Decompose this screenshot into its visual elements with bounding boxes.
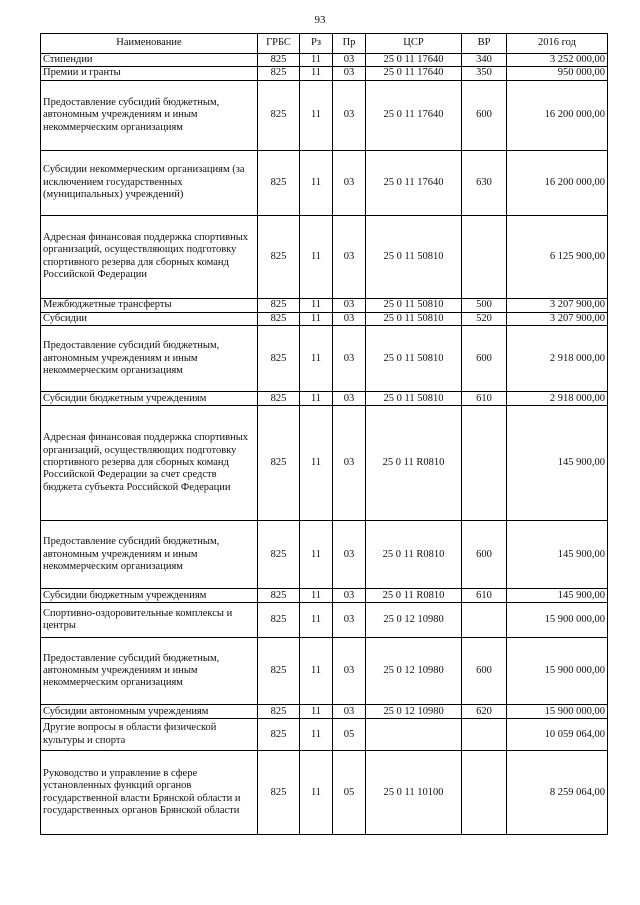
table-row <box>41 298 608 312</box>
row-rz: 11 <box>300 312 333 325</box>
row-pr: 03 <box>333 392 366 406</box>
row-amount: 145 900,00 <box>507 521 608 589</box>
row-csr: 25 0 11 50810 <box>366 298 462 312</box>
row-rz: 11 <box>300 67 333 80</box>
row-vr: 600 <box>462 638 507 705</box>
row-name: Предоставление субсидий бюджетным, автономным учреждениям и иным некоммерческим организациям <box>41 326 258 392</box>
row-grbs: 825 <box>258 326 300 392</box>
row-grbs: 825 <box>258 150 300 215</box>
row-rz: 11 <box>300 150 333 215</box>
row-vr: 600 <box>462 521 507 589</box>
table-row <box>41 638 608 705</box>
header-year: 2016 год <box>507 34 608 54</box>
row-vr <box>462 603 507 638</box>
row-csr: 25 0 12 10980 <box>366 603 462 638</box>
row-grbs: 825 <box>258 603 300 638</box>
row-rz: 11 <box>300 719 333 751</box>
row-name: Другие вопросы в области физической культуры и спорта <box>41 719 258 751</box>
row-amount: 15 900 000,00 <box>507 705 608 719</box>
row-pr: 03 <box>333 705 366 719</box>
row-pr: 03 <box>333 150 366 215</box>
row-csr: 25 0 11 17640 <box>366 54 462 67</box>
row-amount: 8 259 064,00 <box>507 751 608 835</box>
row-vr: 610 <box>462 392 507 406</box>
row-rz: 11 <box>300 392 333 406</box>
row-amount: 15 900 000,00 <box>507 638 608 705</box>
row-name: Руководство и управление в сфере установленных функций органов государственной власти Брянской области и государственных органов Брянской области <box>41 751 258 835</box>
row-name: Предоставление субсидий бюджетным, автономным учреждениям и иным некоммерческим организациям <box>41 521 258 589</box>
table-header-row <box>41 34 608 54</box>
row-vr <box>462 406 507 521</box>
row-name: Предоставление субсидий бюджетным, автономным учреждениям и иным некоммерческим организациям <box>41 80 258 150</box>
row-amount: 950 000,00 <box>507 67 608 80</box>
row-amount: 2 918 000,00 <box>507 392 608 406</box>
table-row <box>41 326 608 392</box>
row-csr: 25 0 12 10980 <box>366 638 462 705</box>
row-grbs: 825 <box>258 589 300 603</box>
row-name: Субсидии некоммерческим организациям (за исключением государственных (муниципальных) учреждений) <box>41 150 258 215</box>
row-rz: 11 <box>300 326 333 392</box>
row-grbs: 825 <box>258 67 300 80</box>
table-row <box>41 751 608 835</box>
table-row <box>41 150 608 215</box>
row-vr: 350 <box>462 67 507 80</box>
row-pr: 03 <box>333 589 366 603</box>
row-rz: 11 <box>300 638 333 705</box>
row-name: Адресная финансовая поддержка спортивных организаций, осуществляющих подготовку спортивного резерва для сборных команд Российской Федерации <box>41 215 258 298</box>
table-row <box>41 392 608 406</box>
row-grbs: 825 <box>258 298 300 312</box>
row-csr: 25 0 11 17640 <box>366 67 462 80</box>
row-amount: 3 207 900,00 <box>507 312 608 325</box>
row-rz: 11 <box>300 298 333 312</box>
row-rz: 11 <box>300 705 333 719</box>
table-row <box>41 312 608 325</box>
row-pr: 03 <box>333 521 366 589</box>
row-amount: 3 252 000,00 <box>507 54 608 67</box>
row-grbs: 825 <box>258 638 300 705</box>
row-pr: 03 <box>333 326 366 392</box>
table-row <box>41 589 608 603</box>
row-amount: 16 200 000,00 <box>507 80 608 150</box>
row-grbs: 825 <box>258 521 300 589</box>
row-pr: 05 <box>333 719 366 751</box>
row-name: Субсидии бюджетным учреждениям <box>41 589 258 603</box>
row-vr: 600 <box>462 326 507 392</box>
header-vr: ВР <box>462 34 507 54</box>
row-vr: 630 <box>462 150 507 215</box>
row-pr: 03 <box>333 298 366 312</box>
row-csr: 25 0 12 10980 <box>366 705 462 719</box>
row-pr: 03 <box>333 638 366 705</box>
row-name: Стипендии <box>41 54 258 67</box>
row-vr <box>462 215 507 298</box>
row-grbs: 825 <box>258 719 300 751</box>
row-amount: 16 200 000,00 <box>507 150 608 215</box>
row-amount: 6 125 900,00 <box>507 215 608 298</box>
row-pr: 03 <box>333 215 366 298</box>
row-name: Премии и гранты <box>41 67 258 80</box>
row-vr <box>462 719 507 751</box>
row-pr: 05 <box>333 751 366 835</box>
table-row <box>41 54 608 67</box>
row-vr: 340 <box>462 54 507 67</box>
row-csr: 25 0 11 50810 <box>366 392 462 406</box>
table-row <box>41 215 608 298</box>
row-pr: 03 <box>333 80 366 150</box>
header-grbs: ГРБС <box>258 34 300 54</box>
row-csr: 25 0 11 17640 <box>366 150 462 215</box>
row-vr: 600 <box>462 80 507 150</box>
row-grbs: 825 <box>258 751 300 835</box>
row-name: Предоставление субсидий бюджетным, автономным учреждениям и иным некоммерческим организациям <box>41 638 258 705</box>
budget-table <box>40 33 608 835</box>
row-pr: 03 <box>333 312 366 325</box>
row-vr: 610 <box>462 589 507 603</box>
row-grbs: 825 <box>258 406 300 521</box>
row-csr: 25 0 11 R0810 <box>366 589 462 603</box>
row-amount: 10 059 064,00 <box>507 719 608 751</box>
row-name: Субсидии автономным учреждениям <box>41 705 258 719</box>
row-amount: 3 207 900,00 <box>507 298 608 312</box>
row-csr <box>366 719 462 751</box>
row-csr: 25 0 11 17640 <box>366 80 462 150</box>
row-csr: 25 0 11 50810 <box>366 215 462 298</box>
header-csr: ЦСР <box>366 34 462 54</box>
row-amount: 15 900 000,00 <box>507 603 608 638</box>
table-row <box>41 521 608 589</box>
row-rz: 11 <box>300 521 333 589</box>
row-name: Спортивно-оздоровительные комплексы и центры <box>41 603 258 638</box>
table-row <box>41 603 608 638</box>
row-rz: 11 <box>300 603 333 638</box>
row-csr: 25 0 11 50810 <box>366 312 462 325</box>
row-amount: 145 900,00 <box>507 406 608 521</box>
row-grbs: 825 <box>258 312 300 325</box>
table-row <box>41 705 608 719</box>
table-row <box>41 719 608 751</box>
page-number: 93 <box>314 14 326 26</box>
row-csr: 25 0 11 R0810 <box>366 406 462 521</box>
row-pr: 03 <box>333 54 366 67</box>
row-grbs: 825 <box>258 215 300 298</box>
row-rz: 11 <box>300 80 333 150</box>
row-name: Субсидии бюджетным учреждениям <box>41 392 258 406</box>
row-grbs: 825 <box>258 392 300 406</box>
row-rz: 11 <box>300 589 333 603</box>
row-amount: 2 918 000,00 <box>507 326 608 392</box>
row-pr: 03 <box>333 603 366 638</box>
row-rz: 11 <box>300 406 333 521</box>
header-rz: Рз <box>300 34 333 54</box>
row-pr: 03 <box>333 406 366 521</box>
row-csr: 25 0 11 R0810 <box>366 521 462 589</box>
row-vr: 620 <box>462 705 507 719</box>
row-rz: 11 <box>300 751 333 835</box>
row-grbs: 825 <box>258 705 300 719</box>
row-vr: 500 <box>462 298 507 312</box>
header-pr: Пр <box>333 34 366 54</box>
row-amount: 145 900,00 <box>507 589 608 603</box>
table-row <box>41 80 608 150</box>
row-pr: 03 <box>333 67 366 80</box>
row-grbs: 825 <box>258 80 300 150</box>
row-csr: 25 0 11 10100 <box>366 751 462 835</box>
table-row <box>41 406 608 521</box>
row-rz: 11 <box>300 54 333 67</box>
header-name: Наименование <box>41 34 258 54</box>
row-name: Межбюджетные трансферты <box>41 298 258 312</box>
row-rz: 11 <box>300 215 333 298</box>
row-name: Субсидии <box>41 312 258 325</box>
row-vr <box>462 751 507 835</box>
row-csr: 25 0 11 50810 <box>366 326 462 392</box>
row-grbs: 825 <box>258 54 300 67</box>
row-vr: 520 <box>462 312 507 325</box>
table-row <box>41 67 608 80</box>
row-name: Адресная финансовая поддержка спортивных организаций, осуществляющих подготовку спортивного резерва для сборных команд Российской Федерации за счет средств бюджета субъекта Российской Федерации <box>41 406 258 521</box>
